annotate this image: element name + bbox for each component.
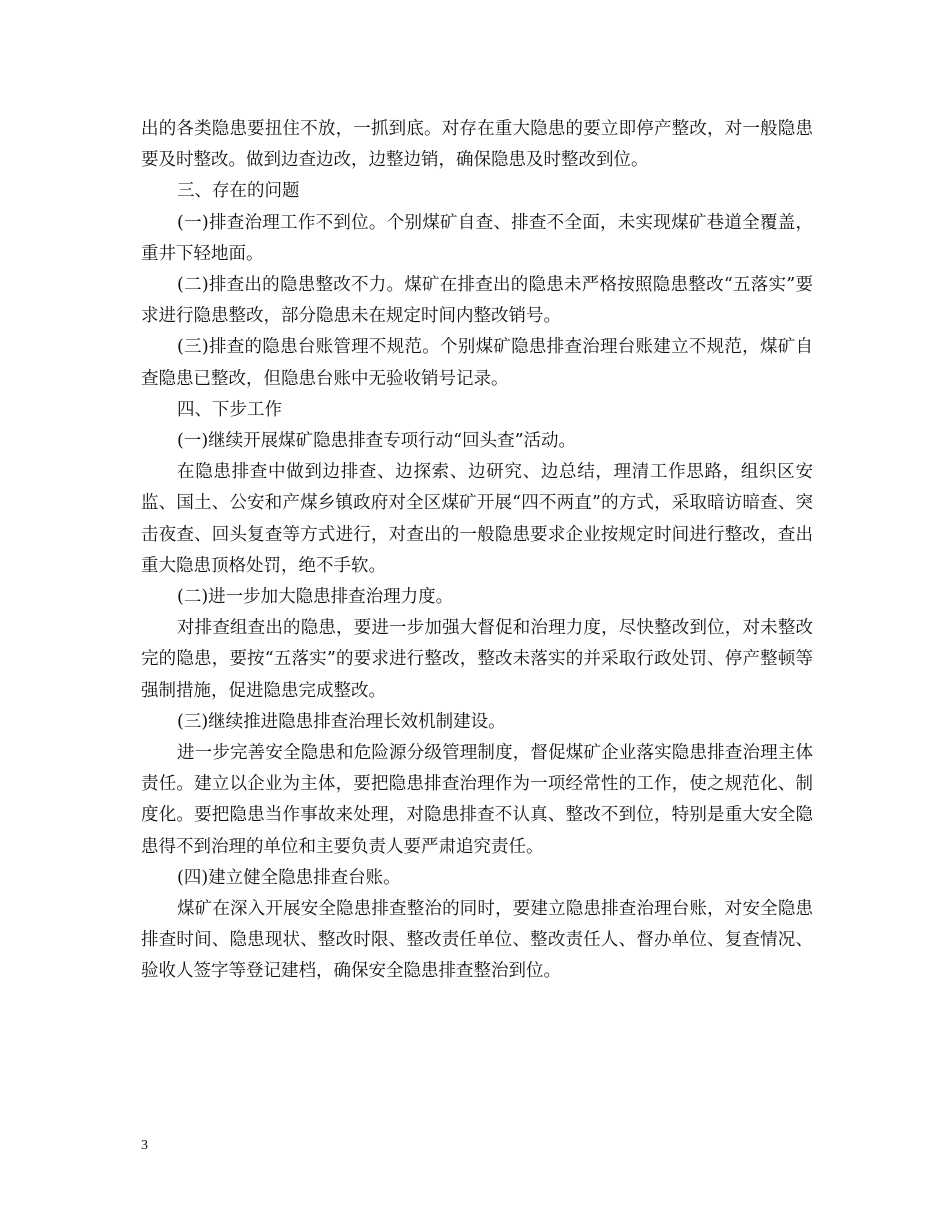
page-number: 3 bbox=[141, 1138, 148, 1153]
paragraph-continuation: 出的各类隐患要扭住不放，一抓到底。对存在重大隐患的要立即停产整改，对一般隐患要及时整改。做到边查边改，边整边销，确保隐患及时整改到位。 bbox=[141, 119, 813, 171]
paragraph: (一)排查治理工作不到位。个别煤矿自查、排查不全面，未实现煤矿巷道全覆盖，重井下轻地面。 bbox=[141, 212, 813, 264]
subheading: (三)继续推进隐患排查治理长效机制建设。 bbox=[177, 711, 506, 732]
paragraph: (二)排查出的隐患整改不力。煤矿在排查出的隐患未严格按照隐患整改“五落实”要求进行隐患整改，部分隐患未在规定时间内整改销号。 bbox=[141, 275, 813, 327]
section-heading-next-steps: 四、下步工作 bbox=[177, 399, 282, 420]
paragraph: (三)排查的隐患台账管理不规范。个别煤矿隐患排查治理台账建立不规范，煤矿自查隐患已整改，但隐患台账中无验收销号记录。 bbox=[141, 337, 813, 389]
paragraph: 煤矿在深入开展安全隐患排查整治的同时，要建立隐患排查治理台账，对安全隐患排查时间、隐患现状、整改时限、整改责任单位、整改责任人、督办单位、复查情况、验收人签字等登记建档，确保安全隐患排查整治到位。 bbox=[141, 899, 813, 982]
subheading: (二)进一步加大隐患排查治理力度。 bbox=[177, 587, 454, 608]
document-body bbox=[141, 114, 813, 988]
paragraph: 对排查组查出的隐患，要进一步加强大督促和治理力度，尽快整改到位，对未整改完的隐患，要按“五落实”的要求进行整改，整改未落实的并采取行政处罚、停产整顿等强制措施，促进隐患完成整改。 bbox=[141, 618, 813, 701]
paragraph: 进一步完善安全隐患和危险源分级管理制度，督促煤矿企业落实隐患排查治理主体责任。建立以企业为主体，要把隐患排查治理作为一项经常性的工作，使之规范化、制度化。要把隐患当作事故来处理，对隐患排查不认真、整改不到位，特别是重大安全隐患得不到治理的单位和主要负责人要严肃追究责任。 bbox=[141, 743, 813, 857]
subheading: (四)建立健全隐患排查台账。 bbox=[177, 867, 401, 888]
subheading: (一)继续开展煤矿隐患排查专项行动“回头查”活动。 bbox=[177, 431, 577, 452]
section-heading-problems: 三、存在的问题 bbox=[177, 181, 300, 202]
paragraph: 在隐患排查中做到边排查、边探索、边研究、边总结，理清工作思路，组织区安监、国土、公安和产煤乡镇政府对全区煤矿开展“四不两直”的方式，采取暗访暗查、突击夜查、回头复查等方式进行，对查出的一般隐患要求企业按规定时间进行整改，查出重大隐患顶格处罚，绝不手软。 bbox=[141, 462, 813, 576]
